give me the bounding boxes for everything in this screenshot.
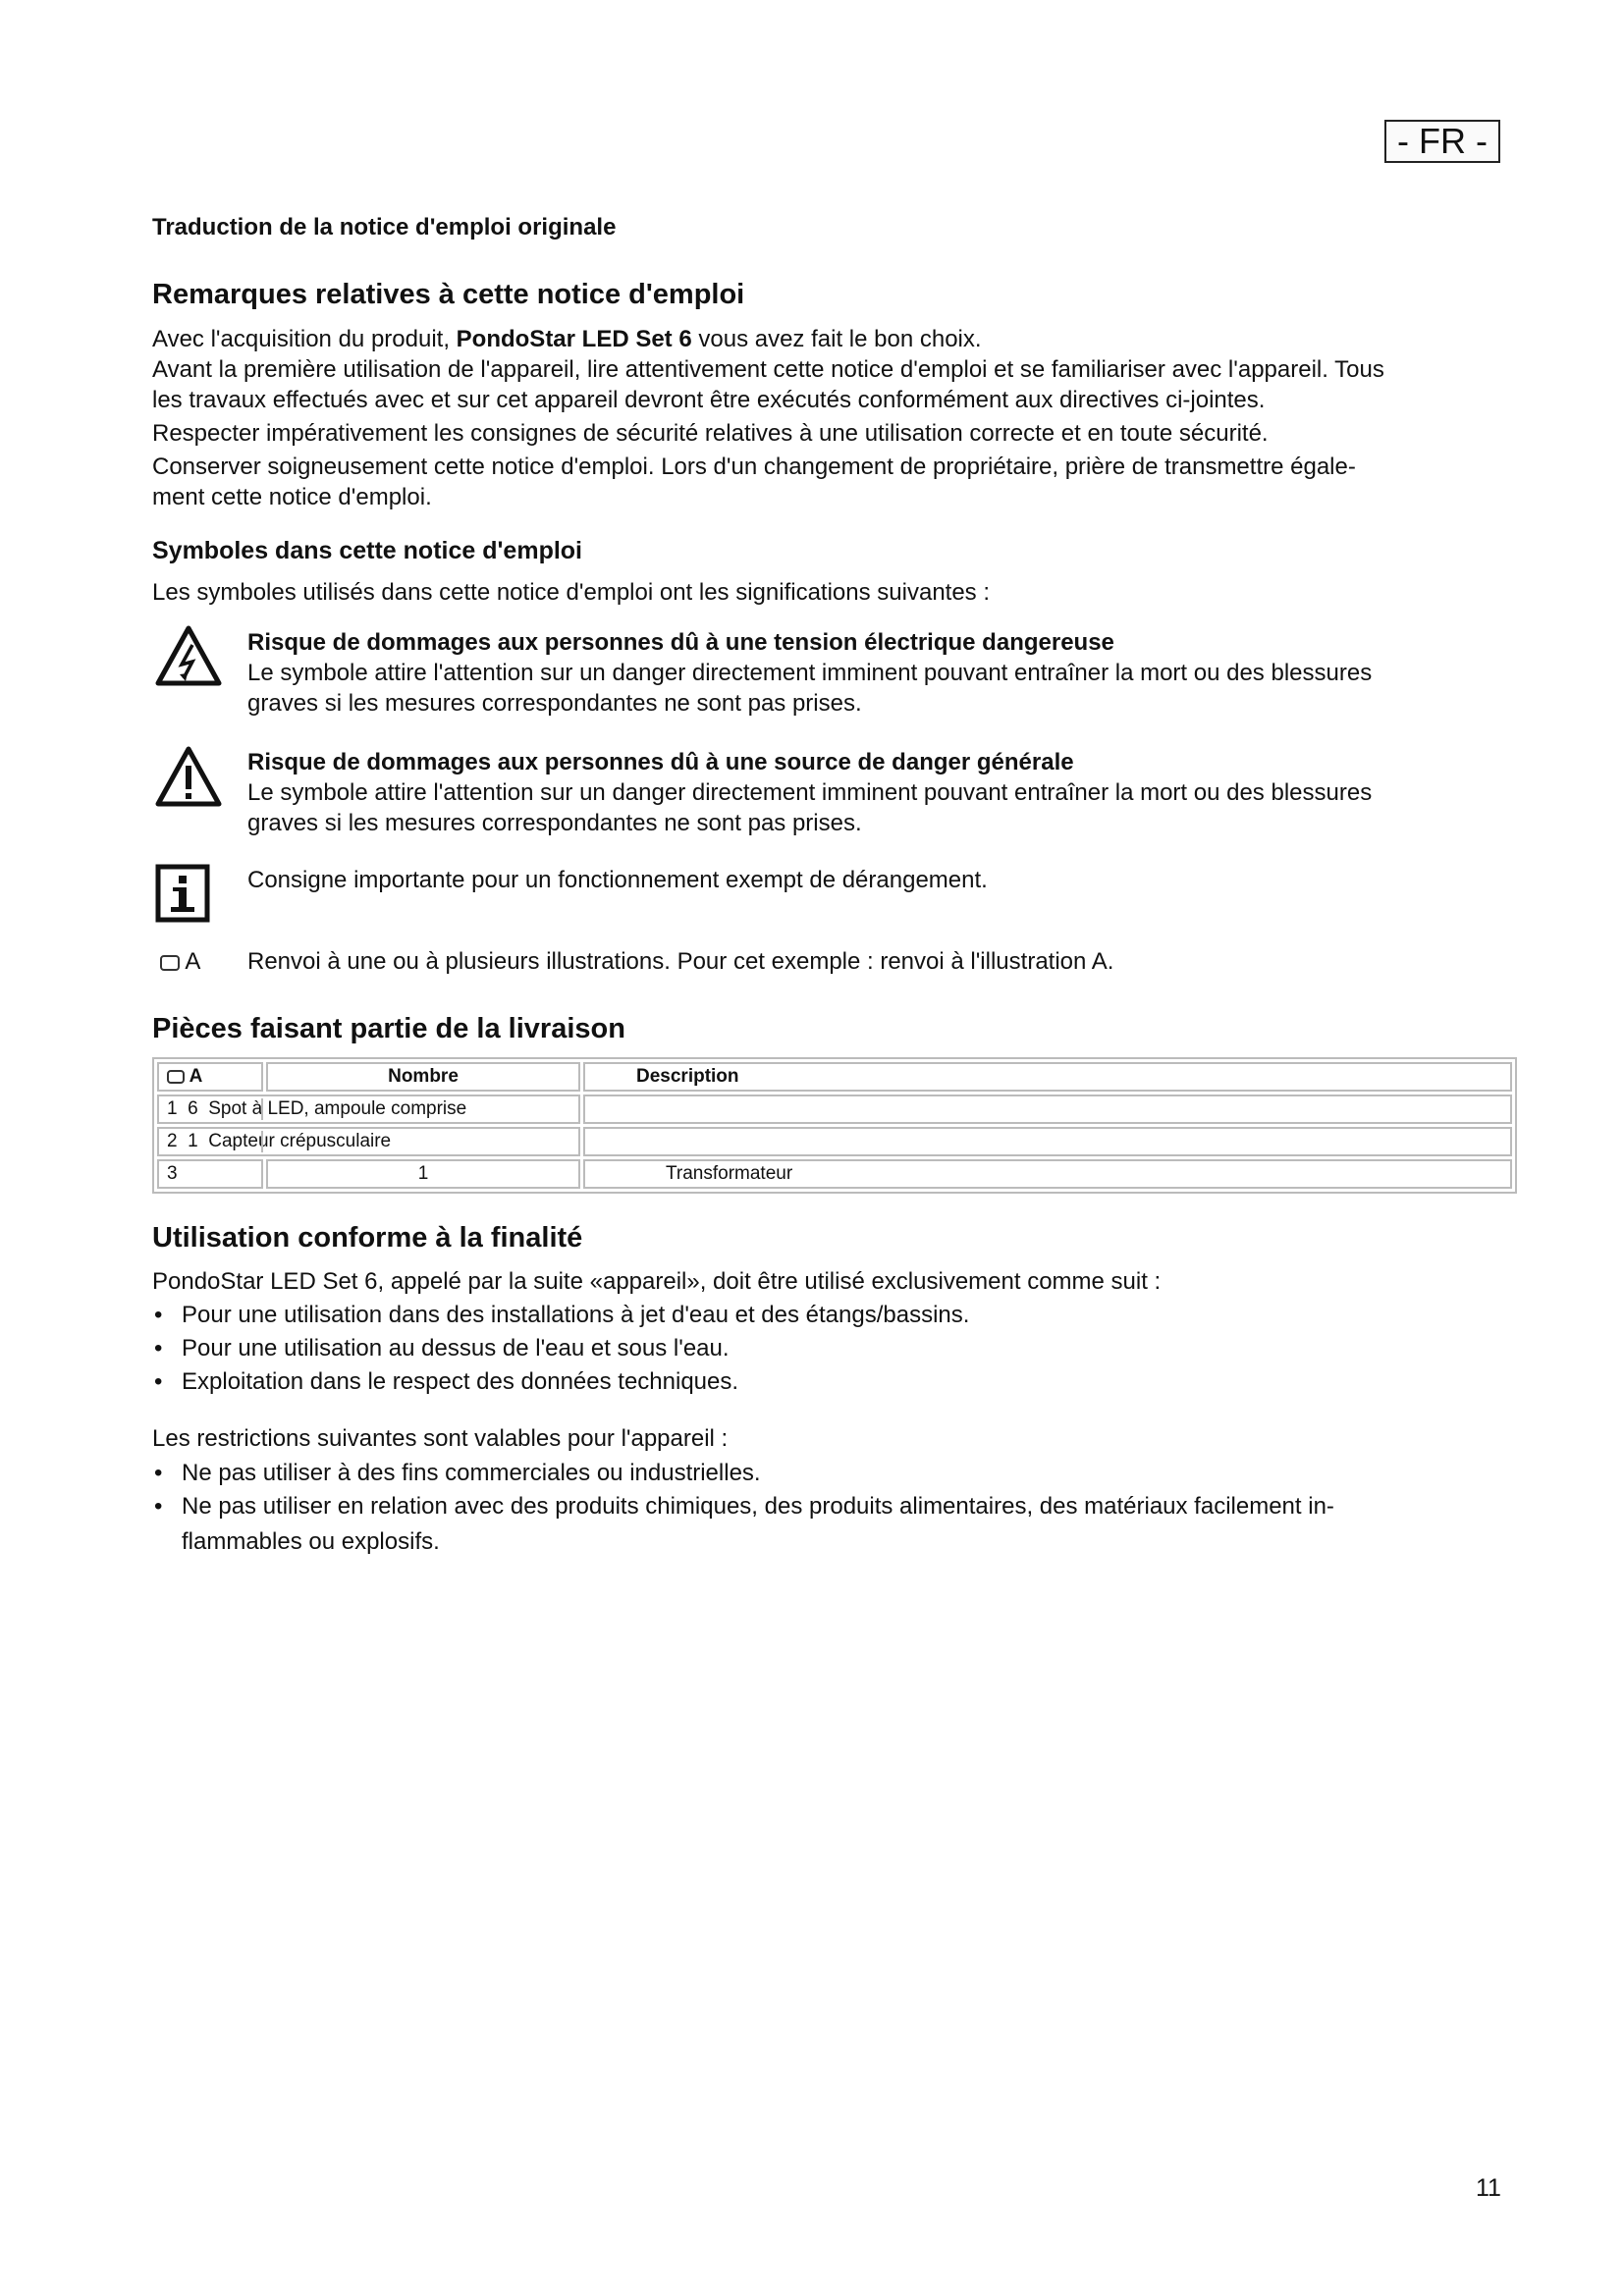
section-title-notes: Remarques relatives à cette notice d'emploi [152, 279, 745, 310]
table-row [157, 1095, 1512, 1124]
use-intro: PondoStar LED Set 6, appelé par la suite «appareil», doit être utilisé exclusivement comme suit : [152, 1268, 1162, 1295]
illustration-reference-icon [167, 1070, 185, 1084]
illustration-reference [160, 946, 200, 977]
table-cell [583, 1127, 1512, 1156]
table-row [157, 1127, 1512, 1156]
table-cell [583, 1095, 1512, 1124]
paragraph-2-line-1: Avant la première utilisation de l'appareil, lire attentivement cette notice d'emploi et se familiariser avec l'appareil. Tous [152, 356, 1384, 383]
paragraph-4-line-2: ment cette notice d'emploi. [152, 484, 432, 510]
table-cell [157, 1127, 580, 1156]
symbol-general-line-1: Le symbole attire l'attention sur un danger directement imminent pouvant entraîner la mort ou des blessures [247, 779, 1373, 806]
general-hazard-icon [155, 746, 222, 807]
paragraph-3: Respecter impérativement les consignes de sécurité relatives à une utilisation correcte et en toute sécurité. [152, 420, 1269, 447]
table-header-label: A [189, 1066, 203, 1087]
electric-hazard-icon [155, 625, 222, 686]
section-title-symbols: Symboles dans cette notice d'emploi [152, 537, 583, 564]
list-item: • Exploitation dans le respect des données techniques. [152, 1365, 1527, 1399]
table-cell-text: 2 1 Capteur crépusculaire [167, 1131, 392, 1151]
table-cell [157, 1095, 580, 1124]
document-subtitle: Traduction de la notice d'emploi originale [152, 214, 617, 240]
list-item: • Ne pas utiliser en relation avec des produits chimiques, des produits alimentaires, des matériaux facilement in- [152, 1490, 1527, 1523]
table-cell-text: 1 6 Spot à LED, ampoule comprise [167, 1098, 467, 1119]
symbols-intro: Les symboles utilisés dans cette notice d'emploi ont les significations suivantes : [152, 579, 991, 606]
symbol-electric-line-1: Le symbole attire l'attention sur un danger directement imminent pouvant entraîner la mort ou des blessures [247, 660, 1373, 686]
section-title-parts: Pièces faisant partie de la livraison [152, 1013, 625, 1044]
list-item: • Pour une utilisation au dessus de l'eau et sous l'eau. [152, 1332, 1527, 1365]
section-title-use: Utilisation conforme à la finalité [152, 1222, 583, 1254]
intro-paragraph [152, 324, 982, 354]
illustration-reference-label: A [185, 948, 201, 975]
table-header-count: Nombre [266, 1062, 580, 1092]
symbol-reference-text: Renvoi à une ou à plusieurs illustrations. Pour cet exemple : renvoi à l'illustration A. [247, 948, 1114, 975]
parts-table [152, 1057, 1517, 1194]
table-cell: 1 [266, 1159, 580, 1189]
intro-after: vous avez fait le bon choix. [691, 326, 982, 352]
restrictions-bullet-list [152, 1457, 1527, 1523]
illustration-reference-icon [160, 955, 180, 971]
intro-before: Avec l'acquisition du produit, [152, 326, 457, 352]
table-cell: 3 [157, 1159, 263, 1189]
table-header-illustration [157, 1062, 263, 1092]
column-divider [261, 1131, 263, 1152]
page-number: 11 [1476, 2174, 1501, 2202]
list-item: • Pour une utilisation dans des installations à jet d'eau et des étangs/bassins. [152, 1299, 1527, 1332]
use-bullet-list [152, 1299, 1527, 1399]
table-header-row [157, 1062, 1512, 1092]
restrictions-intro: Les restrictions suivantes sont valables pour l'appareil : [152, 1425, 729, 1452]
symbol-general-title: Risque de dommages aux personnes dû à une source de danger générale [247, 749, 1074, 775]
symbol-electric-title: Risque de dommages aux personnes dû à une tension électrique dangereuse [247, 629, 1114, 656]
symbol-electric-line-2: graves si les mesures correspondantes ne sont pas prises. [247, 690, 862, 717]
symbol-info-text: Consigne importante pour un fonctionnement exempt de dérangement. [247, 867, 988, 893]
table-header-description: Description [583, 1062, 1512, 1092]
list-item: • Ne pas utiliser à des fins commerciales ou industrielles. [152, 1457, 1527, 1490]
paragraph-2-line-2: les travaux effectués avec et sur cet appareil devront être exécutés conformément aux directives ci-jointes. [152, 387, 1266, 413]
table-cell: Transformateur [583, 1159, 1512, 1189]
restriction-continuation: flammables ou explosifs. [182, 1528, 440, 1555]
table-row [157, 1159, 1512, 1189]
info-icon [155, 864, 210, 923]
symbol-general-line-2: graves si les mesures correspondantes ne sont pas prises. [247, 810, 862, 836]
column-divider [261, 1098, 263, 1120]
product-name: PondoStar LED Set 6 [456, 326, 692, 352]
language-badge: - FR - [1384, 120, 1500, 163]
paragraph-4-line-1: Conserver soigneusement cette notice d'emploi. Lors d'un changement de propriétaire, prière de transmettre égale- [152, 454, 1356, 480]
